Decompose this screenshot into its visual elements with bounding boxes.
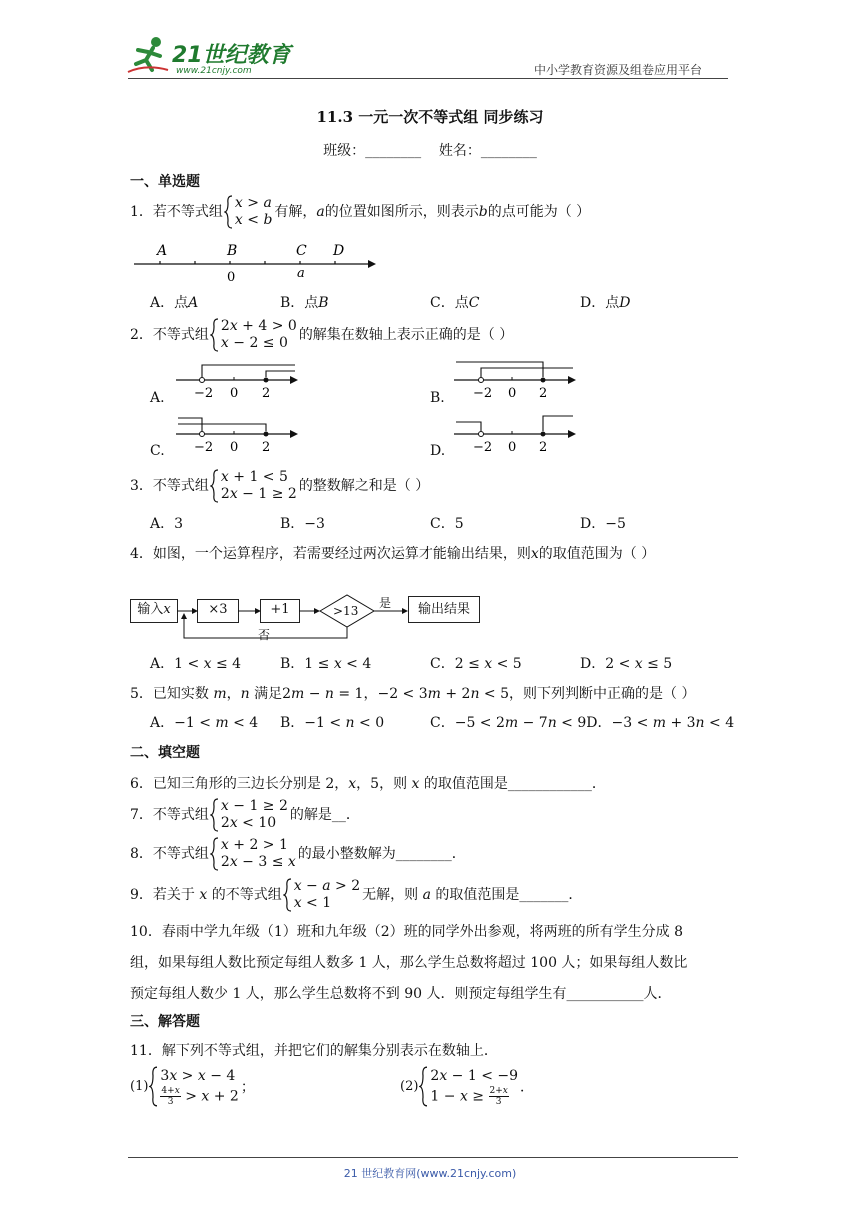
question-3: 3．不等式组 𝑥 + 1 < 5 2𝑥 − 1 ≥ 2 的整数解之和是（ ） [130,469,430,502]
flow-output-box: 输出结果 [408,596,480,623]
flow-decision-label: >13 [333,604,359,618]
svg-text:−2: −2 [194,440,214,455]
logo [126,34,296,78]
inequality-system: 𝑥 − 1 ≥ 2 2𝑥 < 10 [211,798,288,832]
svg-text:2: 2 [539,386,548,401]
axis-point-label: B [227,243,238,259]
axis-tick-label: 0 [227,270,236,284]
option-b[interactable]: B．1 ≤ 𝑥 < 4 [280,656,372,672]
option-c[interactable]: C．2 ≤ 𝑥 < 5 [430,656,522,672]
logo-text: 21世纪教育 [172,43,291,68]
option-b[interactable]: B．−3 [280,516,325,532]
option-a[interactable]: A. [150,390,165,406]
fraction: $\frac{\text{4+𝑥}}{3}$ [161,1086,180,1107]
footer-divider [128,1157,738,1158]
inequality-system: 𝑥 + 1 < 5 2𝑥 − 1 ≥ 2 [211,469,297,503]
q1-text-2: 有解，𝑎的位置如图所示，则表示𝑏的点可能为（ ） [274,204,591,220]
section-heading: 一、单选题 [130,174,200,190]
flow-yes-label: 是 [379,596,392,610]
section-heading: 三、解答题 [130,1014,200,1030]
inequality-system: 𝑥 + 2 > 1 2𝑥 − 3 ≤ 𝑥 [211,837,296,871]
question-11-part-1: (1) 3𝑥 > 𝑥 − 4 $\frac{\text{4+𝑥}}{3}$ > 𝑥 + 2 ； [130,1068,255,1107]
number-line-option-c [170,412,310,458]
fraction: $\frac{\text{2+𝑥}}{3}$ [489,1086,508,1107]
inequality-system: 𝑥 − 𝑎 > 2 𝑥 < 1 [284,878,360,912]
axis-point-label: D [333,243,345,259]
flow-add-box: +1 [260,599,300,623]
question-7: 7．不等式组 𝑥 − 1 ≥ 2 2𝑥 < 10 的解是__． [130,798,360,831]
svg-text:−2: −2 [473,386,493,401]
svg-text:2: 2 [262,440,271,455]
svg-text:2: 2 [262,386,271,401]
page-title: 11.3 一元一次不等式组 同步练习 [316,108,544,126]
option-b[interactable]: B. [430,390,445,406]
question-1 [130,195,590,229]
option-a[interactable]: A．点𝐴 [150,295,199,311]
footer-text: 21 世纪教育网(www.21cnjy.com) [343,1167,517,1180]
svg-text:−2: −2 [194,386,214,401]
option-a[interactable]: A．−1 < 𝑚 < 4 [150,715,259,731]
number-line-q1 [130,240,390,284]
running-man-icon [126,34,170,76]
number-line-option-b [448,358,588,404]
flow-input-box: 输入𝑥 [130,599,178,623]
option-d[interactable]: D．点𝐷 [580,295,631,311]
site-tagline: 中小学教育资源及组卷应用平台 [534,63,703,77]
inequality-system: 2𝑥 + 4 > 0 𝑥 − 2 ≤ 0 [211,318,297,352]
option-b[interactable]: B．−1 < 𝑛 < 0 [280,715,385,731]
svg-text:0: 0 [508,440,517,455]
flow-arrows [170,585,470,645]
number-line-option-a [170,358,310,404]
header-divider [128,78,728,79]
option-b[interactable]: B．点𝐵 [280,295,329,311]
question-4: 4．如图，一个运算程序，若需要经过两次运算才能输出结果，则𝑥的取值范围为（ ） [130,546,656,562]
question-9: 9．若关于 𝑥 的不等式组 𝑥 − 𝑎 > 2 𝑥 < 1 无解，则 𝑎 的取值范围是_______． [130,878,583,911]
question-6: 6．已知三角形的三边长分别是 2，𝑥，5，则 𝑥 的取值范围是____________． [130,776,606,792]
inequality-system: 3𝑥 > 𝑥 − 4 $\frac{\text{4+𝑥}}{3}$ > 𝑥 + 2 [150,1066,238,1107]
option-c[interactable]: C．5 [430,516,464,532]
question-11-part-2: (2) 2𝑥 − 1 < −9 1 − 𝑥 ≥ $\frac{\text{2+𝑥}}{3}$ ． [400,1068,535,1107]
flow-no-label: 否 [258,628,271,642]
option-d[interactable]: D．2 < 𝑥 ≤ 5 [580,656,673,672]
question-2: 2．不等式组 2𝑥 + 4 > 0 𝑥 − 2 ≤ 0 的解集在数轴上表示正确的是（ ） [130,318,514,351]
axis-point-label: A [157,243,168,259]
inequality-system: 2𝑥 − 1 < −9 1 − 𝑥 ≥ $\frac{\text{2+𝑥}}{3}$ [420,1066,518,1107]
question-8: 8．不等式组 𝑥 + 2 > 1 2𝑥 − 3 ≤ 𝑥 的最小整数解为________． [130,837,466,870]
inequality-system: 𝑥 > 𝑎 𝑥 < 𝑏 [225,195,273,229]
option-a[interactable]: A．3 [150,516,184,532]
svg-text:0: 0 [230,440,239,455]
axis-point-label: C [296,243,307,259]
option-c[interactable]: C．点𝐶 [430,295,480,311]
number-line-option-d [448,412,588,458]
axis-tick-label: a [297,266,305,281]
option-a[interactable]: A．1 < 𝑥 ≤ 4 [150,656,242,672]
question-11: 11．解下列不等式组，并把它们的解集分别表示在数轴上． [130,1043,498,1059]
option-d[interactable]: D. [430,443,446,459]
option-c[interactable]: C. [150,443,165,459]
svg-text:−2: −2 [473,440,493,455]
option-c-d[interactable]: C．−5 < 2𝑚 − 7𝑛 < 9D．−3 < 𝑚 + 3𝑛 < 4 [430,715,735,731]
logo-url: www.21cnjy.com [176,66,252,76]
flow-multiply-box: ×3 [197,599,239,623]
svg-text:0: 0 [230,386,239,401]
class-name-line: 班级：________ 姓名：________ [323,143,537,159]
question-5: 5．已知实数 𝑚，𝑛 满足2𝑚 − 𝑛 = 1，−2 < 3𝑚 + 2𝑛 < 5，则下列判断中正确的是（ ） [130,686,696,702]
svg-text:2: 2 [539,440,548,455]
option-d[interactable]: D．−5 [580,516,626,532]
section-heading: 二、填空题 [130,745,200,761]
q1-text: 1．若不等式组 [130,204,223,220]
svg-text:0: 0 [508,386,517,401]
